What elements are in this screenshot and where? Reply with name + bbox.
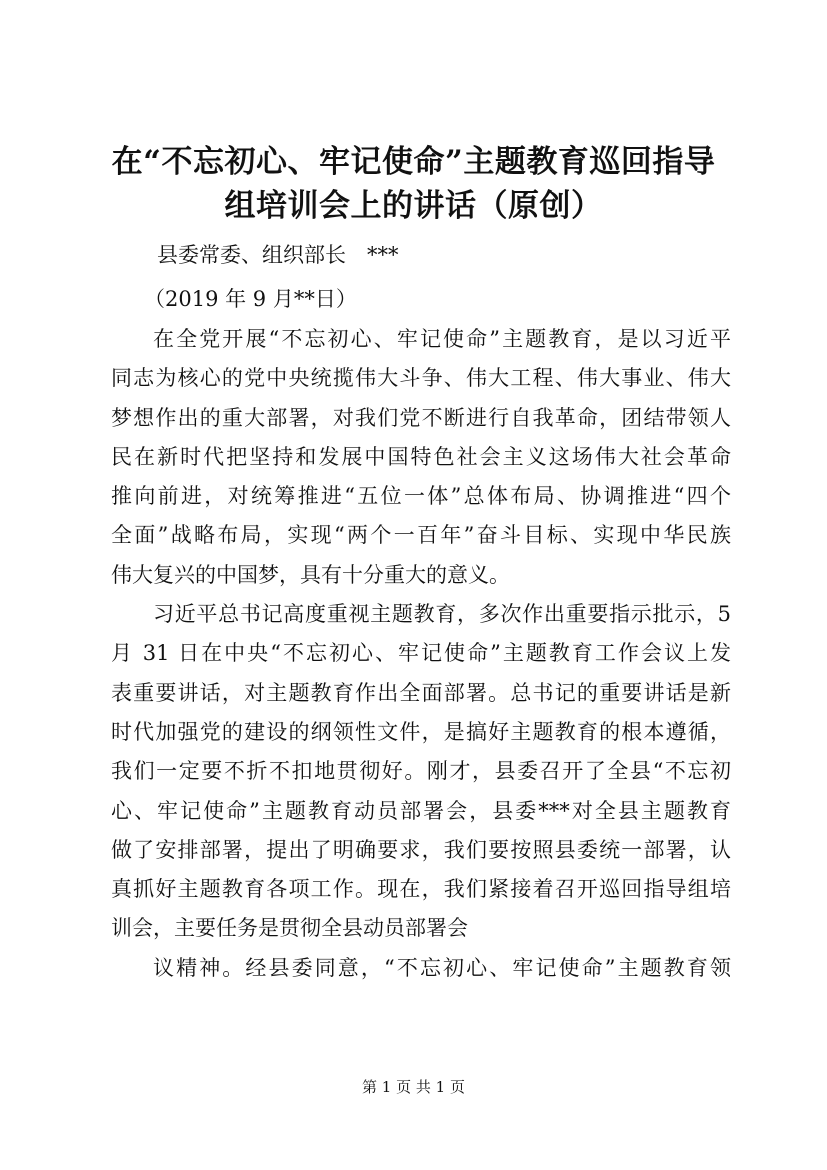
body-line: 全面”战略布局，实现“两个一百年”奋斗目标、实现中华民族 [111, 523, 731, 548]
body-line: 时代加强党的建设的纲领性文件，是搞好主题教育的根本遵循， [111, 719, 731, 744]
body-line: 我们一定要不折不扣地贯彻好。刚才，县委召开了全县“不忘初 [111, 759, 731, 784]
body-line: 同志为核心的党中央统揽伟大斗争、伟大工程、伟大事业、伟大 [111, 366, 731, 391]
body-line: 心、牢记使命”主题教育动员部署会，县委***对全县主题教育 [111, 798, 731, 823]
page-number-footer: 第 1 页 共 1 页 [362, 1078, 465, 1096]
author-line: 县委常委、组织部长 *** [157, 243, 399, 267]
body-line: 议精神。经县委同意，“不忘初心、牢记使命”主题教育领 [153, 955, 731, 980]
date-line: （2019 年 9 月**日） [144, 287, 357, 311]
body-line: 梦想作出的重大部署，对我们党不断进行自我革命，团结带领人 [111, 405, 731, 430]
body-line: 习近平总书记高度重视主题教育，多次作出重要指示批示，5 [153, 602, 731, 627]
body-line: 伟大复兴的中国梦，具有十分重大的意义。 [111, 562, 510, 587]
title-line-1: 在“不忘初心、牢记使命”主题教育巡回指导 [111, 144, 716, 180]
body-line: 真抓好主题教育各项工作。现在，我们紧接着召开巡回指导组培 [111, 877, 731, 902]
body-line: 做了安排部署，提出了明确要求，我们要按照县委统一部署，认 [111, 837, 731, 862]
body-line: 在全党开展“不忘初心、牢记使命”主题教育，是以习近平 [153, 327, 731, 351]
document-body [111, 320, 731, 988]
body-line: 推向前进，对统筹推进“五位一体”总体布局、协调推进“四个 [111, 484, 731, 509]
body-line: 民在新时代把坚持和发展中国特色社会主义这场伟大社会革命 [111, 444, 731, 469]
body-line: 训会，主要任务是贯彻全县动员部署会 [111, 916, 468, 941]
title-line-2: 组培训会上的讲话（原创） [224, 188, 603, 224]
body-line: 月 31 日在中央“不忘初心、牢记使命”主题教育工作会议上发 [111, 641, 731, 666]
body-line: 表重要讲话，对主题教育作出全面部署。总书记的重要讲话是新 [111, 680, 731, 705]
document-title [90, 140, 737, 228]
